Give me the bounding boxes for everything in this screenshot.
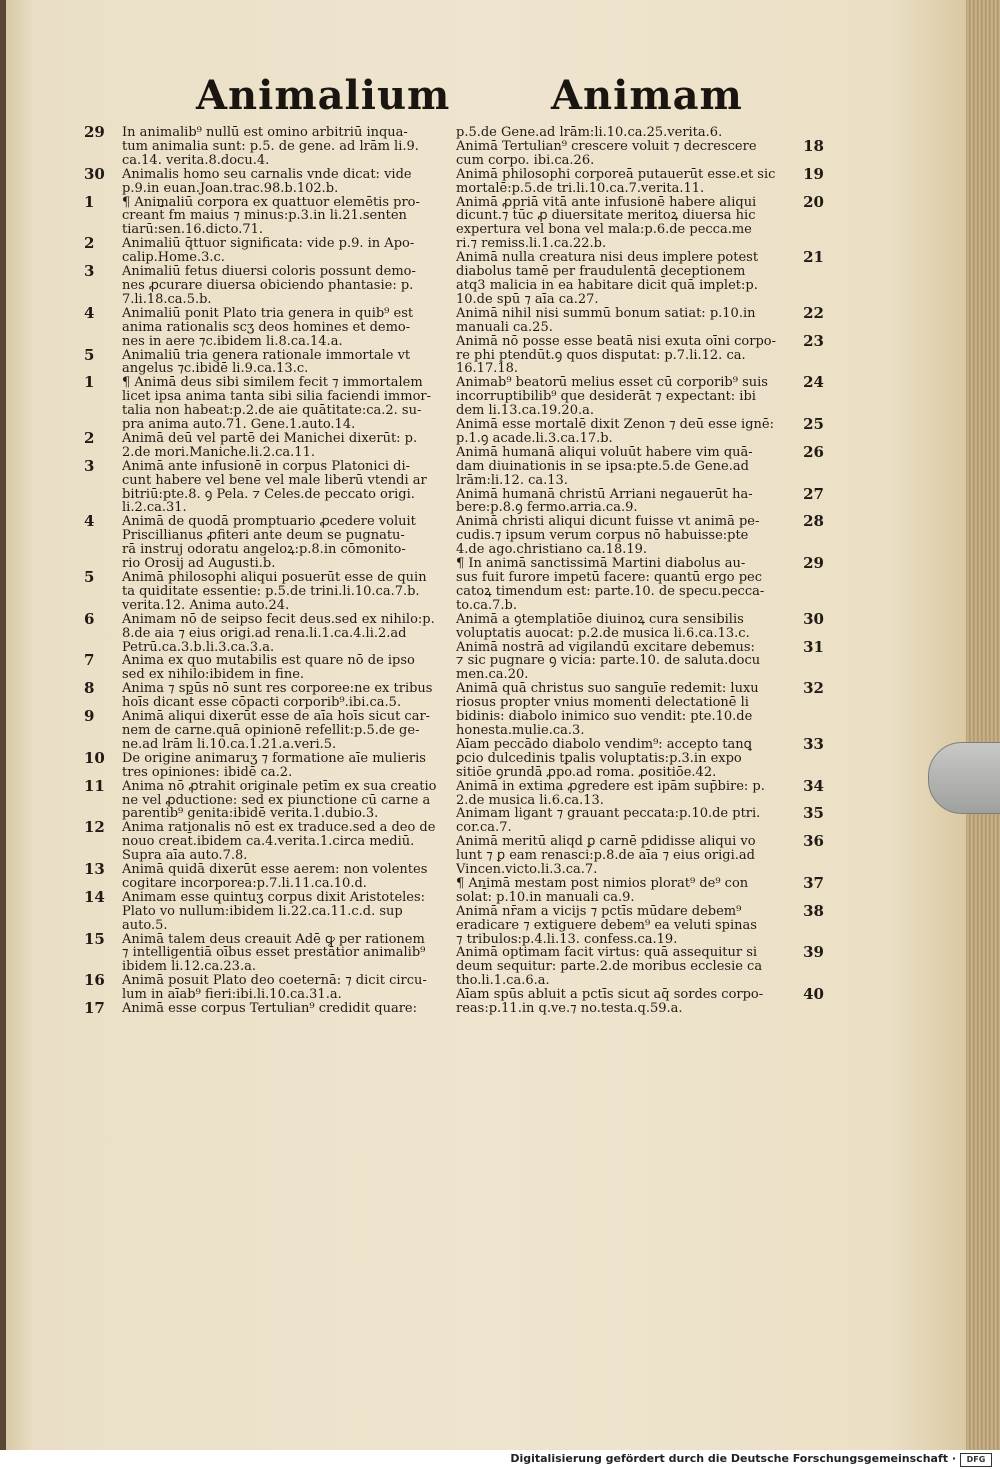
entry-text: ¶ Animā deus sibi similem fecit ⁊ immortalem licet ipsa anima tanta sibi silia faciendi immor- talia non habeat:p.2.de aie quātitate:ca.2. su- pra anima auto.71. Gene.1.auto.14. bbox=[122, 375, 432, 433]
book-page bbox=[6, 0, 966, 1450]
entry-text: Animā de quodā promptuario ꝓcedere voluit Priscillianus ꝓfiteri ante deum se pugnatu- rā instruj odoratu angeloꝝ:p.8.in cōmonito- rio Orosij ad Augusti.b. bbox=[122, 514, 416, 572]
entry-text: Animaliū tria genera rationale immortale vt angelus ⁊c.ibidē li.9.ca.13.c. bbox=[122, 347, 411, 377]
index-entry bbox=[78, 428, 446, 460]
index-entry bbox=[78, 568, 446, 613]
entry-number: 17 bbox=[84, 999, 105, 1018]
index-entry bbox=[78, 609, 446, 655]
index-entry bbox=[78, 651, 446, 683]
entry-text: Animā humanā aliqui voluūt habere vim quā- dam diuinationis in se ipsa:pte.5.de Gene.ad lrām:li.12. ca.13. bbox=[456, 444, 753, 488]
entry-number: 5 bbox=[84, 345, 95, 364]
entry-number: 18 bbox=[803, 136, 824, 155]
entry-text: Anima rationalis nō est ex traduce.sed a deo de nouo creat̄.ibidem ca.4.verita.1.circa mediū. Supra aīa auto.7.8. bbox=[122, 820, 436, 864]
entry-text: Animā talem deus creauit Adē ꝙ per rationem ⁊ intelligentiā oībus esset prestātior animalib⁹ ibidem li.12.ca.23.a. bbox=[122, 931, 426, 975]
entry-number: 27 bbox=[803, 484, 824, 503]
index-entry bbox=[456, 303, 824, 335]
entry-text: Aīam spūs abluit a pctīs sicut aq̄ sordes corpo- reas:p.11.in q.ve.⁊ no.testa.q.59.a. bbox=[456, 987, 764, 1017]
entry-number: 30 bbox=[803, 609, 824, 628]
entry-text: Animam nō de seipso fecit deus.sed ex nihilo:p. 8.de aia ⁊ eius origi.ad rena.li.1.ca.4.li.2.ad Petrū.ca.3.b.li.3.ca.3.a. bbox=[122, 611, 435, 655]
entry-text: Animā esse mortalē dixit Zenon ⁊ deū esse ignē: p.1.ꝯ acade.li.3.ca.17.b. bbox=[456, 417, 774, 446]
entry-text: Animā humanā christū Arriani negauerūt ha- bere:p.8.ꝯ fermo.arria.ca.9. bbox=[456, 486, 753, 516]
page-clip bbox=[928, 742, 1000, 814]
running-head-right: Animam bbox=[551, 72, 743, 119]
index-entry bbox=[78, 679, 446, 711]
index-entry bbox=[78, 164, 446, 196]
entry-number: 9 bbox=[84, 707, 95, 726]
entry-text: p.5.de Gene.ad lrām:li.10.ca.25.verita.6. bbox=[456, 125, 723, 140]
entry-number: 39 bbox=[803, 943, 824, 962]
entry-text: Animā quā christus suo sanguīe redemit: luxu riosus propter vnius momenti delectationē li bidinis: diabolo inimico suo vendit: pte.10.de honesta.mulie.ca.3. bbox=[456, 681, 759, 738]
entry-text: Anima nō ꝓtrahit originale petīm ex sua creatio ne vel ꝓductione: sed ex piunctione cū carne a parentib⁹ genita:ibidē verita.1.dubio.3. bbox=[122, 778, 437, 822]
entry-number: 21 bbox=[803, 248, 824, 267]
entry-number: 13 bbox=[84, 860, 105, 879]
index-entry bbox=[78, 929, 446, 975]
entry-text: ¶ Animaliū corpora ex quattuor elemētis pro- creant̄ fm maius ⁊ minus:p.3.in li.21.senten tiarū:sen.16.dicto.71. bbox=[122, 194, 420, 238]
index-entry bbox=[456, 832, 824, 878]
entry-text: Animam esse quintuʒ corpus dixit Aristoteles: Plato vo nullum:ibidem li.22.ca.11.c.d. sup auto.5. bbox=[122, 889, 426, 933]
entry-number: 19 bbox=[803, 164, 824, 183]
entry-text: Anima ⁊ spūs nō sunt res corporee:ne ex tribus hoīs dicant̄ esse cōpacti corporib⁹.ibi.ca.5. bbox=[122, 681, 433, 711]
left-column bbox=[78, 123, 446, 1018]
index-entry bbox=[78, 456, 446, 516]
entry-text: Animā philosophi aliqui posuerūt esse de quin ta quiditate essentie: p.5.de trini.li.10.ca.7.b. verita.12. Anima auto.24. bbox=[122, 570, 427, 613]
entry-text: Animaliū q̄ttuor significata: vide p.9. in Apo- calip.Home.3.c. bbox=[122, 236, 415, 266]
index-entry bbox=[456, 373, 824, 419]
index-entry bbox=[456, 873, 824, 905]
entry-number: 31 bbox=[803, 637, 824, 656]
index-entry bbox=[456, 776, 824, 808]
index-entry bbox=[456, 442, 824, 488]
entry-number: 40 bbox=[803, 985, 824, 1004]
footer-bar bbox=[0, 1450, 1000, 1469]
entry-text: Animā esse corpus Tertulian⁹ credidit quare: bbox=[122, 1001, 417, 1017]
entry-text: Animā optimam facit virtus: quā assequitur si deum sequitur: parte.2.de moribus ecclesie ca tho.li.1.ca.6.a. bbox=[456, 945, 763, 989]
entry-number: 37 bbox=[803, 873, 824, 892]
entry-number: 7 bbox=[84, 651, 95, 670]
entry-number: 33 bbox=[803, 734, 824, 753]
entry-text: Animā nulla creatura nisi deus implere potest diabolus tamē per fraudulentā deceptionem atq3 malicia in ea habitare dicit̄ quā implet:p. 10.de spū ⁊ aīa ca.27. bbox=[456, 250, 759, 307]
entry-text: Animā in extima ꝓgredere est ipām sup̄bire: p. 2.de musica li.6.ca.13. bbox=[456, 778, 765, 808]
index-entry bbox=[78, 512, 446, 572]
entry-text: Animaliū ponit Plato tria genera in quib⁹ est anima rationalis scʒ deos homines et demo- nes in aere ⁊c.ibidem li.8.ca.14.a. bbox=[122, 305, 414, 349]
entry-text: Animā christi aliqui dicunt fuisse vt animā pe- cudis.⁊ ipsum verum corpus nō habuisse:pte 4.de ago.christiano ca.18.19. bbox=[456, 514, 760, 558]
entry-number: 15 bbox=[84, 929, 105, 948]
entry-number: 20 bbox=[803, 192, 824, 211]
index-entry bbox=[456, 484, 824, 516]
entry-number: 11 bbox=[84, 776, 105, 795]
index-entry bbox=[456, 126, 824, 140]
index-entry bbox=[78, 707, 446, 752]
index-entry bbox=[78, 192, 446, 238]
index-entry bbox=[456, 331, 824, 377]
entry-number: 4 bbox=[84, 303, 95, 322]
entry-number: 29 bbox=[84, 123, 105, 141]
index-entry bbox=[78, 345, 446, 377]
entry-text: Animā philosophi corporeā putauerūt esse.et sic mortalē:p.5.de tri.li.10.ca.7.verita.11. bbox=[456, 166, 776, 196]
page-edge bbox=[966, 0, 1000, 1450]
index-entry bbox=[78, 887, 446, 933]
entry-text: Animā nostrā ad vigilandū excitare debemus: ⁊ sic pugnare ꝯ vicia: parte.10. de saluta.docu men.ca.20. bbox=[456, 639, 761, 683]
entry-text: Animam ligant ⁊ grauant peccata:p.10.de ptri. cor.ca.7. bbox=[456, 806, 761, 836]
index-entry bbox=[456, 164, 824, 196]
entry-number: 30 bbox=[84, 164, 105, 183]
entry-number: 10 bbox=[84, 748, 105, 767]
entry-text: Animā meritū aliqd ꝑ carnē pdidisse aliqui vo lunt ⁊ ꝑ eam renasci:p.8.de aīa ⁊ eius origi.ad Vincen.victo.li.3.ca.7. bbox=[456, 834, 756, 878]
index-entry bbox=[456, 512, 824, 558]
index-entry bbox=[456, 637, 824, 683]
entry-number: 34 bbox=[803, 776, 824, 795]
entry-text: Animā nō posse esse beatā nisi exuta oīni corpo- re phi ptendūt.ꝯ quos disputat: p.7.li.12. ca. 16.17.18. bbox=[456, 333, 777, 377]
entry-number: 29 bbox=[803, 554, 824, 573]
entry-number: 14 bbox=[84, 887, 105, 906]
entry-text: Anima ex quo mutabilis est quare nō de ipso sed ex nihilo:ibidem in fine. bbox=[122, 653, 415, 683]
index-entry bbox=[78, 373, 446, 433]
index-entry bbox=[78, 303, 446, 349]
index-entry bbox=[456, 609, 824, 641]
entry-text: Animā nr̄am a vicijs ⁊ pctīs mūdare debem⁹ eradicare ⁊ extiguere debem⁹ ea veluti spinas ⁊ tribulos:p.4.li.13. confess.ca.19. bbox=[456, 903, 757, 947]
entry-number: 8 bbox=[84, 679, 95, 698]
entry-text: Animaliū fetus diuersi coloris possunt demo- nes ꝓcurare diuersa obiciendo phantasie: p. 7.li.18.ca.5.b. bbox=[122, 264, 416, 307]
entry-text: Aīam peccādo diabolo vendim⁹: accepto tanꝗ ꝑcio dulcedinis tꝑalis voluptatis:p.3.in expo sitiōe ꝯrundā ꝓpo.ad roma. ꝓositiōe.42. bbox=[456, 736, 752, 780]
right-column bbox=[456, 126, 824, 1016]
entry-number: 12 bbox=[84, 818, 105, 837]
index-entry bbox=[456, 554, 824, 613]
dfg-logo: DFG bbox=[960, 1453, 992, 1467]
index-entry bbox=[78, 860, 446, 891]
entry-number: 4 bbox=[84, 512, 95, 531]
entry-text: Animā ꝓpriā vitā ante infusionē habere aliqui dicunt.⁊ tūc ꝓ diuersitate meritoꝝ diuersa hic expertura vel bona vel mala:p.6.de pecca.me ri.⁊ remiss.li.1.ca.22.b. bbox=[456, 194, 757, 252]
entry-number: 1 bbox=[84, 192, 95, 211]
entry-text: Animab⁹ beatorū melius esset cū corporib⁹ suis incorruptibilib⁹ que desiderāt ⁊ expectant: ibi dem li.13.ca.19.20.a. bbox=[456, 375, 768, 419]
entry-number: 26 bbox=[803, 442, 824, 461]
entry-text: Animalis homo seu carnalis vnde dicat: vide p.9.in euan.Joan.trac.98.b.102.b. bbox=[122, 166, 412, 196]
entry-number: 25 bbox=[803, 415, 824, 434]
entry-number: 38 bbox=[803, 901, 824, 920]
entry-text: ¶ In animā sanctissimā Martini diabolus au- sus fuit furore impetū facere: quantū ergo pec catoꝝ timendum est: parte.10. de specu.pecca- to.ca.7.b. bbox=[456, 556, 765, 613]
index-entry bbox=[456, 804, 824, 836]
entry-text: In animalib⁹ nullū est omino arbitriū inqua- tum animalia sunt: p.5. de gene. ad lrām li.9. ca.14. verita.8.docu.4. bbox=[122, 125, 419, 168]
entry-number: 24 bbox=[803, 373, 824, 392]
entry-number: 3 bbox=[84, 456, 95, 475]
entry-text: Animā deū vel partē dei Manichei dixerūt: p. 2.de mori.Maniche.li.2.ca.11. bbox=[122, 430, 418, 460]
index-entry bbox=[78, 262, 446, 307]
index-entry bbox=[456, 679, 824, 738]
entry-text: Animā a ꝯtemplatiōe diuinoꝝ cura sensibilis voluptatis auocat: p.2.de musica li.6.ca.13.c. bbox=[456, 611, 750, 641]
entry-text: Animā Tertulian⁹ crescere voluit ⁊ decrescere cum corpo. ibi.ca.26. bbox=[456, 138, 757, 168]
index-entry bbox=[78, 123, 446, 168]
index-entry bbox=[78, 748, 446, 780]
entry-number: 3 bbox=[84, 262, 95, 281]
entry-number: 5 bbox=[84, 568, 95, 586]
entry-number: 23 bbox=[803, 331, 824, 350]
index-entry bbox=[78, 999, 446, 1018]
running-head-left: Animalium bbox=[196, 72, 451, 119]
index-entry bbox=[78, 776, 446, 822]
index-entry bbox=[456, 136, 824, 168]
index-entry bbox=[456, 192, 824, 252]
index-entry bbox=[456, 985, 824, 1017]
entry-number: 6 bbox=[84, 609, 95, 628]
entry-number: 2 bbox=[84, 428, 95, 447]
entry-number: 32 bbox=[803, 679, 824, 698]
entry-text: ¶ Animā mestam post nimios plorat⁹ de⁹ con solat̄: p.10.in manuali ca.9. bbox=[456, 875, 749, 905]
index-entry bbox=[456, 248, 824, 307]
entry-text: Animā nihil nisi summū bonum satiat: p.10.in manuali ca.25. bbox=[456, 305, 756, 335]
entry-text: Animā ante infusionē in corpus Platonici di- cunt habere vel bene vel male liberū vtendi ar bitriū:pte.8. ꝯ Pela. ⁊ Celes.de peccato origi. li.2.ca.31. bbox=[122, 458, 427, 516]
entry-number: 35 bbox=[803, 804, 824, 823]
index-entry bbox=[456, 901, 824, 947]
entry-text: De origine animaruʒ ⁊ formatione aīe mulieris tres opiniones: ibidē ca.2. bbox=[122, 750, 426, 780]
entry-number: 28 bbox=[803, 512, 824, 531]
entry-number: 16 bbox=[84, 971, 105, 990]
index-entry bbox=[456, 415, 824, 446]
index-entry bbox=[456, 943, 824, 989]
index-entry bbox=[78, 971, 446, 1003]
entry-text: Animā aliqui dixerūt esse de aīa hoīs sicut car- nem de carne.quā opinionē refellit:p.5.de ge- ne.ad lrām li.10.ca.1.21.a.veri.5. bbox=[122, 709, 431, 752]
entry-text: Animā quidā dixerūt esse aerem: non volentes cogitare incorporea:p.7.li.11.ca.10.d. bbox=[122, 862, 428, 891]
entry-number: 1 bbox=[84, 373, 95, 392]
entry-number: 36 bbox=[803, 832, 824, 851]
index-entry bbox=[456, 734, 824, 780]
entry-number: 22 bbox=[803, 303, 824, 322]
entry-number: 2 bbox=[84, 234, 95, 253]
funding-notice: Digitalisierung gefördert durch die Deutsche Forschungsgemeinschaft · bbox=[510, 1452, 956, 1465]
entry-text: Animā posuit Plato deo coeternā: ⁊ dicit circu- lum in aīab⁹ fieri:ibi.li.10.ca.31.a. bbox=[122, 973, 427, 1003]
index-entry bbox=[78, 234, 446, 266]
index-entry bbox=[78, 818, 446, 864]
